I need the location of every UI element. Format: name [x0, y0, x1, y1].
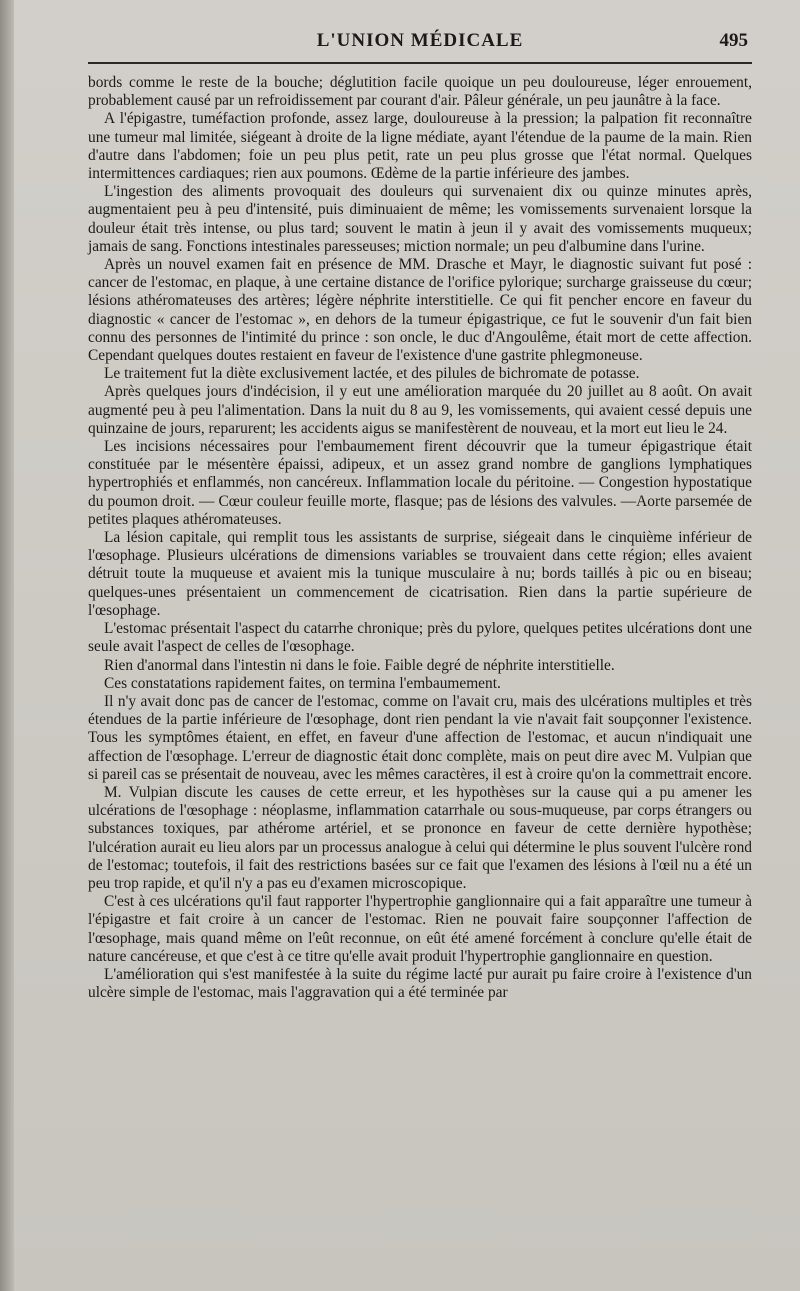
paragraph: Après quelques jours d'indécision, il y eut une amélioration marquée du 20 juillet au 8 août. On avait augmenté peu à peu l'alimentation. Dans la nuit du 8 au 9, les vomissements, qui avaient cessé depuis une quinzaine de jours, reparurent; les accidents aigus se manifestèrent de nouveau, et la mort eut lieu le 24. [88, 383, 752, 437]
paragraph: A l'épigastre, tuméfaction profonde, assez large, douloureuse à la pression; la palpation fit reconnaître une tumeur mal limitée, siégeant à droite de la ligne médiate, ayant l'étendue de la paume de la main. Rien d'autre dans l'abdomen; foie un peu plus petit, rate un peu plus grosse que l'état normal. Quelques intermittences cardiaques; rien aux poumons. Œdème de la partie inférieure des jambes. [88, 110, 752, 183]
paragraph: C'est à ces ulcérations qu'il faut rapporter l'hypertrophie ganglionnaire qui a fait apparaître une tumeur à l'épigastre et fait croire à un cancer de l'estomac. Rien ne pouvait faire soupçonner l'affection de l'œsophage, mais quand même on l'eût reconnue, on eût été amené forcément à conclure qu'elle était de nature cancéreuse, et que c'est à ce titre qu'elle avait produit l'hypertrophie ganglionnaire en question. [88, 893, 752, 965]
page-number: 495 [719, 30, 748, 51]
paragraph: L'estomac présentait l'aspect du catarrhe chronique; près du pylore, quelques petites ulcérations dont une seule avait l'aspect de celles de l'œsophage. [88, 620, 752, 656]
article-body [88, 74, 752, 1002]
journal-title: L'UNION MÉDICALE [316, 30, 524, 51]
paragraph: bords comme le reste de la bouche; déglutition facile quoique un peu douloureuse, léger enrouement, probablement causé par un refroidissement par courant d'air. Pâleur générale, un peu jaunâtre à la face. [88, 74, 752, 110]
paragraph: La lésion capitale, qui remplit tous les assistants de surprise, siégeait dans le cinquième inférieur de l'œsophage. Plusieurs ulcérations de dimensions variables se trouvaient dans cette région; elles avaient détruit toute la muqueuse et avaient mis la tunique musculaire à nu; bords taillés à pic ou en biseau; quelques-unes présentaient un commencement de cicatrisation. Rien dans la partie supérieure de l'œsophage. [88, 529, 752, 619]
paragraph: M. Vulpian discute les causes de cette erreur, et les hypothèses sur la cause qui a pu amener les ulcérations de l'œsophage : néoplasme, inflammation catarrhale ou sous-muqueuse, par corps étrangers ou substances toxiques, par athérome artériel, et se prononce en faveur de cette dernière hypothèse; l'ulcération aurait eu lieu alors par un processus analogue à celui qui détermine le plus souvent l'ulcère rond de l'estomac; toutefois, il fait des restrictions basées sur ce fait que l'examen des lésions à l'œil nu a été un peu trop rapide, et qu'il n'y a pas eu d'examen microscopique. [88, 783, 752, 892]
paragraph: Les incisions nécessaires pour l'embaumement firent découvrir que la tumeur épigastrique était constituée par le mésentère épaissi, adipeux, et un assez grand nombre de ganglions lymphatiques hypertrophiés et enflammés, non cancéreux. Inflammation locale du péritoine. — Congestion hypostatique du poumon droit. — Cœur couleur feuille morte, flasque; pas de lésions des valvules. —Aorte parsemée de petites plaques athéromateuses. [88, 438, 752, 528]
paragraph: Le traitement fut la diète exclusivement lactée, et des pilules de bichromate de potasse. [104, 365, 640, 383]
paragraph: Ces constatations rapidement faites, on termina l'embaumement. [104, 674, 501, 692]
paragraph: Il n'y avait donc pas de cancer de l'estomac, comme on l'avait cru, mais des ulcérations multiples et très étendues de la partie inférieure de l'œsophage, dont rien pendant la vie n'avait fait soupçonner l'existence. Tous les symptômes étaient, en effet, en faveur d'une affection de l'estomac, et aucun n'indiquait une affection de l'œsophage. L'erreur de diagnostic était donc complète, mais on peut dire avec M. Vulpian que si pareil cas se présentait de nouveau, avec les mêmes caractères, il est à croire qu'on la commettrait encore. [88, 692, 752, 783]
paragraph: L'amélioration qui s'est manifestée à la suite du régime lacté pur aurait pu faire croire à l'existence d'un ulcère simple de l'estomac, mais l'aggravation qui a été terminée par [88, 965, 752, 1002]
paragraph: Rien d'anormal dans l'intestin ni dans le foie. Faible degré de néphrite interstitielle. [104, 656, 615, 674]
header-rule [88, 62, 752, 64]
paragraph: Après un nouvel examen fait en présence de MM. Drasche et Mayr, le diagnostic suivant fut posé : cancer de l'estomac, en plaque, à une certaine distance de l'orifice pylorique; surcharge graisseuse du cœur; lésions athéromateuses des artères; légère néphrite interstitielle. Ce qui fit pencher encore en faveur du diagnostic « cancer de l'estomac », en dehors de la tumeur épigastrique, ce fut le souvenir d'un fait bien connu des personnes de l'intimité du prince : son oncle, le duc d'Angoulême, était mort de cette affection. Cependant quelques doutes restaient en faveur de l'existence d'une gastrite phlegmoneuse. [88, 256, 752, 365]
book-spine-shadow [0, 0, 14, 1291]
running-head [88, 28, 752, 58]
paragraph: L'ingestion des aliments provoquait des douleurs qui survenaient dix ou quinze minutes après, augmentaient peu à peu d'intensité, puis diminuaient de même; les vomissements survenaient lorsque la douleur était très intense, ou plus tard; souvent le matin à jeun il y avait des vomissements muqueux; jamais de sang. Fonctions intestinales paresseuses; miction normale; un peu d'albumine dans l'urine. [88, 183, 752, 255]
